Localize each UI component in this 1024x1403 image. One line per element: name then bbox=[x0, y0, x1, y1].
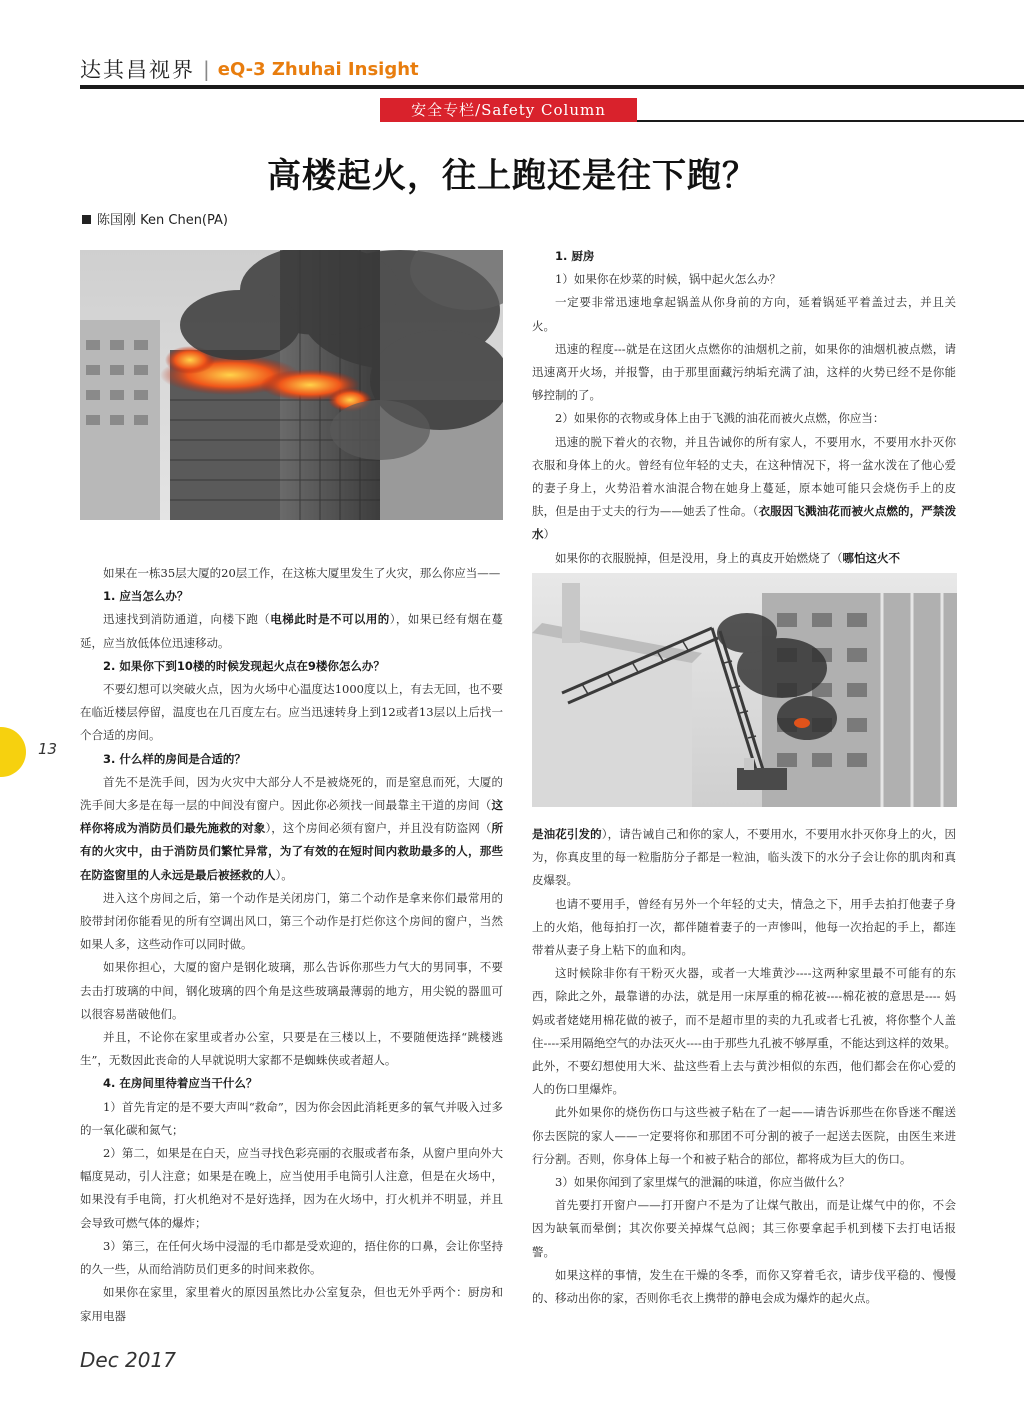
paragraph-static: 如果这样的事情，发生在干燥的冬季，而你又穿着毛衣，请步伐平稳的、慢慢的、移动出你的家，否则你毛衣上携带的静电会成为爆炸的起火点。 bbox=[532, 1267, 956, 1306]
right-column-top bbox=[532, 245, 956, 570]
masthead bbox=[80, 54, 419, 84]
paragraph-no-water: 迅速的脱下着火的衣物，并且告诫你的所有家人，不要用水，不要用水扑灭你衣服和身体上的火。曾经有位年轻的丈夫，在这种情况下，将一盆水泼在了他心爱的妻子身上，火势沿着水油混合物在她身上蔓延，原本她可能只会烧伤手上的皮肤，但是由于丈夫的行为——她丢了性命。（衣服因飞溅油花而被火点燃的，严禁泼水） bbox=[532, 434, 957, 542]
paragraph-no-jumping: 并且，不论你在家里或者办公室，只要是在三楼以上，不要随便选择“跳楼逃生”，无数因此丧命的人早就说明大家都不是蜘蛛侠或者超人。 bbox=[80, 1030, 503, 1068]
paragraph-gas-leak-steps: 首先要打开窗户——打开窗户不是为了让煤气散出，而是让煤气中的你，不会因为缺氧而晕倒；其次你要关掉煤气总阀；其三你要拿起手机到楼下去打电话报警。 bbox=[532, 1198, 956, 1259]
page-tab-marker bbox=[0, 727, 26, 777]
author-name: 陈国刚 Ken Chen(PA) bbox=[97, 213, 228, 228]
paragraph-cotton-quilt: 这时候除非你有干粉灭火器，或者一大堆黄沙----这两种家里最不可能有的东西，除此之外，最靠谱的办法，就是用一床厚重的棉花被----棉花被的意思是---- 妈妈或者姥姥用棉花做的被子，而不是超市里的卖的九孔或者七孔被，将你整个人盖住----采用隔绝空气的办法灭火----由于那些九孔被不够厚重，不能达到这样的效果。此外，不要幻想使用大米、盐这些看上去与黄沙相似的东西，他们都会在你心爱的人的伤口里爆炸。 bbox=[532, 966, 956, 1097]
paragraph-escape-down: 迅速找到消防通道，向楼下跑（电梯此时是不可以用的），如果已经有烟在蔓延，应当放低体位迅速移动。 bbox=[80, 612, 504, 650]
page-number: 13 bbox=[38, 740, 58, 758]
issue-date: Dec 2017 bbox=[80, 1348, 176, 1372]
paragraph-no-shouting: 1）首先肯定的是不要大声叫“救命”，因为你会因此消耗更多的氧气并吸入过多的一氧化碳和氮气； bbox=[80, 1099, 503, 1137]
paragraph-clothes-fire: 2）如果你的衣物或身体上由于飞溅的油花而被火点燃，你应当： bbox=[555, 411, 885, 426]
article-title: 高楼起火，往上跑还是往下跑？ bbox=[267, 156, 757, 196]
square-bullet-icon bbox=[82, 215, 91, 224]
paragraph-tempered-glass: 如果你担心，大厦的窗户是钢化玻璃，那么告诉你那些力气大的男同事，不要去击打玻璃的中间，钢化玻璃的四个角是这些玻璃最薄弱的地方，用尖锐的器皿可以很容易凿破他们。 bbox=[80, 960, 503, 1021]
masthead-separator: | bbox=[203, 57, 210, 81]
paragraph-hospital: 此外如果你的烧伤伤口与这些被子粘在了一起——请告诉那些在你昏迷不醒送你去医院的家人——一定要将你和那团不可分割的被子一起送去医院，由医生来进行分割。否则，你身体上每一个和被子粘合的部位，都将成为巨大的伤口。 bbox=[532, 1105, 956, 1166]
magazine-name-cn: 达其昌视界 bbox=[80, 58, 195, 82]
byline bbox=[82, 209, 228, 228]
photo-fire-rescue bbox=[532, 573, 957, 807]
magazine-name-en: eQ-3 Zhuhai Insight bbox=[217, 58, 419, 80]
section-heading-3: 3. 什么样的房间是合适的？ bbox=[103, 751, 246, 766]
left-column bbox=[80, 562, 503, 1328]
paragraph-skin-burning: 如果你的衣服脱掉，但是没用，身上的真皮开始燃烧了（哪怕这火不 bbox=[555, 550, 900, 565]
header-rule bbox=[80, 85, 1024, 89]
paragraph-wet-towel: 3）第三，在任何火场中浸湿的毛巾都是受欢迎的，捂住你的口鼻，会让你坚持的久一些，从而给消防员们更多的时间来救你。 bbox=[80, 1238, 503, 1277]
paragraph-suitable-room: 首先不是洗手间，因为火灾中大部分人不是被烧死的，而是窒息而死，大厦的洗手间大多是在每一层的中间没有窗户。因此你必须找一间最靠主干道的房间（这样你将成为消防员们最先施救的对象），这个房间必须有窗户，并且没有防盗网（所有的火灾中，由于消防员们繁忙异常，为了有效的在短时间内救助最多的人，那些在防盗窗里的人永远是最后被拯救的人）。 bbox=[80, 774, 504, 882]
column-banner: 安全专栏/Safety Column bbox=[380, 98, 637, 122]
section-heading-2: 2. 如果你下到10楼的时候发现起火点在9楼你怎么办？ bbox=[103, 658, 385, 673]
intro-paragraph: 如果在一栋35层大厦的20层工作，在这栋大厦里发生了火灾，那么你应当—— bbox=[103, 566, 501, 580]
paragraph-signal: 2）第二，如果是在白天，应当寻找色彩亮丽的衣服或者布条，从窗户里向外大幅度晃动，引人注意；如果是在晚上，应当使用手电筒引人注意，但是在火场中，如果没有手电筒，打火机绝对不是好选择，因为在火场中，打火机并不明显，并且会导致可燃气体的爆炸； bbox=[80, 1146, 503, 1230]
section-heading-1: 1. 应当怎么办？ bbox=[103, 589, 189, 604]
section-heading-4: 4. 在房间里待着应当干什么？ bbox=[103, 1076, 258, 1091]
paragraph-no-hands: 也请不要用手，曾经有另外一个年轻的丈夫，情急之下，用手去拍打他妻子身上的火焰，他每拍打一次，都伴随着妻子的一声惨叫，他每一次抬起的手上，都连带着从妻子身上粘下的血和肉。 bbox=[532, 896, 956, 958]
paragraph-skin-fat: 是油花引发的），请告诫自己和你的家人，不要用水，不要用水扑灭你身上的火，因为，你真皮里的每一粒脂肪分子都是一粒油，临头泼下的水分子会让你的肌肉和真皮爆裂。 bbox=[532, 827, 957, 888]
subsection-kitchen: 1. 厨房 bbox=[555, 249, 595, 263]
paragraph-pan-lid: 一定要非常迅速地拿起锅盖从你身前的方向，延着锅延平着盖过去，并且关火。 bbox=[532, 295, 956, 333]
photo-burning-tower bbox=[80, 250, 503, 520]
paragraph-fire-below: 不要幻想可以突破火点，因为火场中心温度达1000度以上，有去无回，也不要在临近楼层停留，温度也在几百度左右。应当迅速转身上到12或者13层以上后找一个合适的房间。 bbox=[80, 682, 503, 743]
paragraph-gas-leak-question: 3）如果你闻到了家里煤气的泄漏的味道，你应当做什么？ bbox=[555, 1175, 850, 1190]
paragraph-room-actions: 进入这个房间之后，第一个动作是关闭房门，第二个动作是拿来你们最常用的胶带封闭你能看见的所有空调出风口，第三个动作是打烂你这个房间的窗户，当然如果人多，这些动作可以同时做。 bbox=[80, 890, 503, 952]
paragraph-pan-fire: 1）如果你在炒菜的时候，锅中起火怎么办？ bbox=[555, 272, 781, 287]
paragraph-speed: 迅速的程度---就是在这团火点燃你的油烟机之前，如果你的油烟机被点燃，请迅速离开火场，并报警，由于那里面藏污纳垢充满了油，这样的火势已经不是你能够控制的了。 bbox=[532, 341, 956, 403]
paragraph-home-fire: 如果你在家里，家里着火的原因虽然比办公室复杂，但也无外乎两个：厨房和家用电器 bbox=[80, 1285, 503, 1323]
banner-rule bbox=[637, 120, 1024, 122]
right-column-bottom bbox=[532, 823, 956, 1310]
